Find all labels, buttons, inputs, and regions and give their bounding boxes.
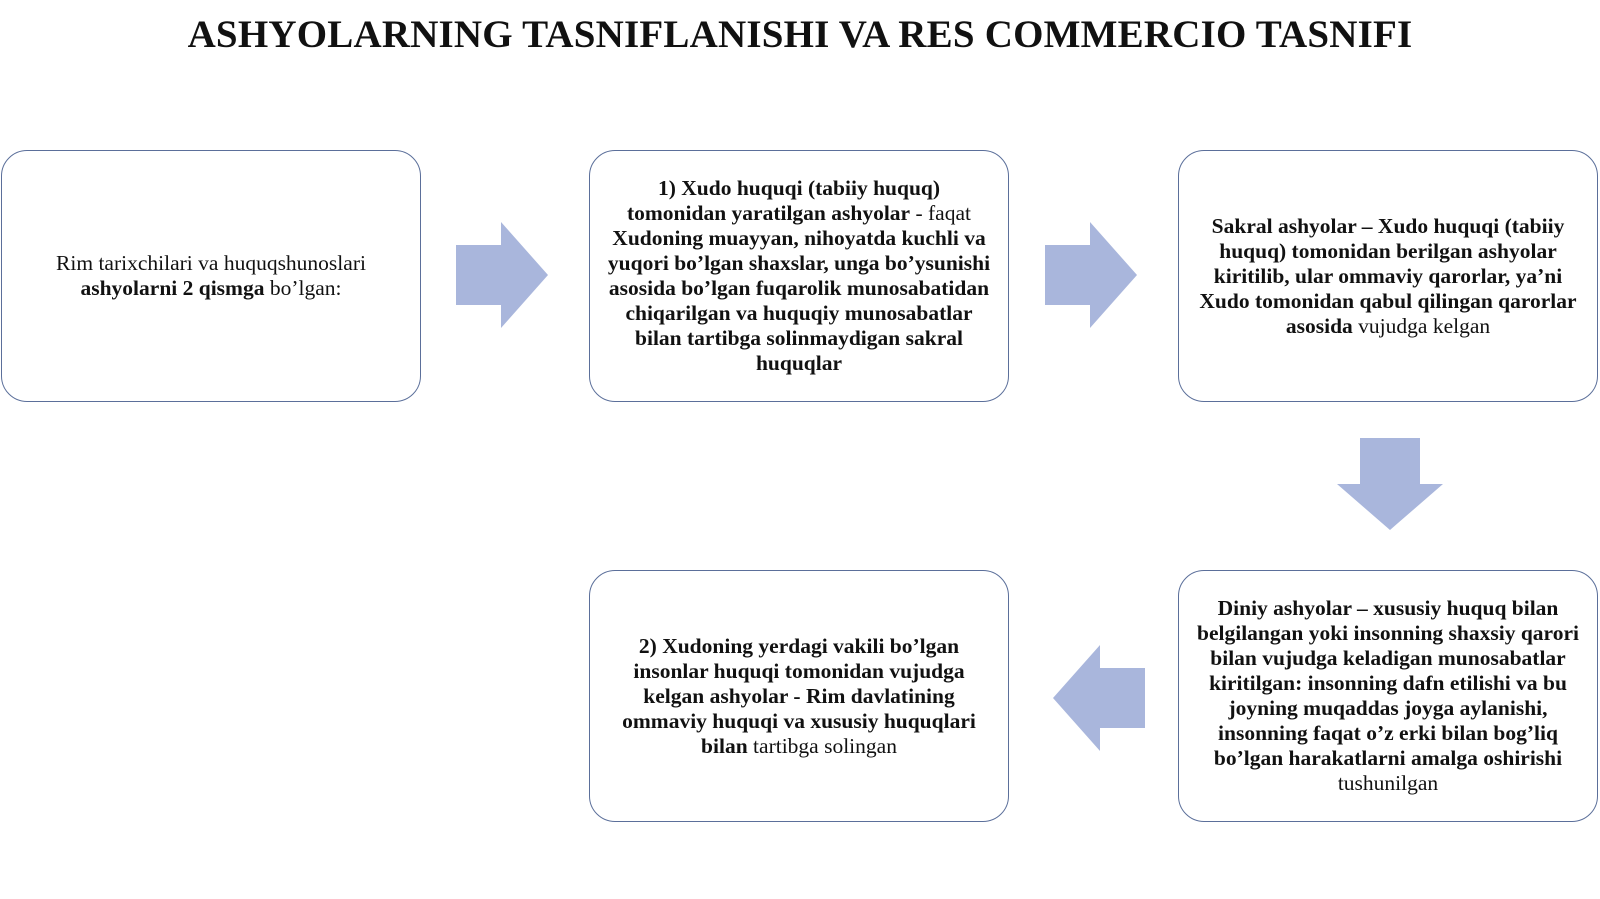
arrow-right-icon <box>1045 222 1137 328</box>
divine-law-text-part: - faqat <box>910 201 971 225</box>
religious-things-box <box>1178 570 1598 822</box>
religious-things-text <box>1195 596 1581 796</box>
sacral-things-text <box>1195 214 1581 339</box>
religious-things-text-part: tushunilgan <box>1337 771 1439 795</box>
human-law-text-part: tartibga solingan <box>747 733 897 758</box>
religious-things-text-bold: Diniy ashyolar – xususiy huquq bilan belgilangan yoki insonning shaxsiy qarori bilan vujudga keladigan munosabatlar kiritilgan: insonning dafn etilishi va bu joyning muqaddas joyga aylanishi, insonning faqat o’z erki bilan bog’liq bo’lgan harakatlarni amalga oshirishi <box>1197 596 1579 770</box>
divine-law-text <box>606 176 992 376</box>
arrow-right-icon <box>456 222 548 328</box>
sacral-things-box <box>1178 150 1598 402</box>
human-law-box <box>589 570 1009 822</box>
arrow-left-icon <box>1053 645 1145 751</box>
intro-box <box>1 150 421 402</box>
sacral-things-text-bold: Sakral ashyolar – Xudo huquqi (tabiiy huquq) tomonidan berilgan ashyolar kiritilib, ular ommaviy qarorlar, ya’ni Xudo tomonidan qabul qilingan qarorlar asosida <box>1199 213 1577 338</box>
divine-law-heading: 1) Xudo huquqi (tabiiy huquq) tomonidan yaratilgan ashyolar <box>626 176 941 225</box>
human-law-text <box>606 634 992 759</box>
intro-text-part: bo’lgan: <box>264 276 342 300</box>
arrow-down-icon <box>1337 438 1443 530</box>
sacral-things-text-part: vujudga kelgan <box>1352 313 1491 338</box>
divine-law-box <box>589 150 1009 402</box>
divine-law-text-bold: Xudoning muayyan, nihoyatda kuchli va yuqori bo’lgan shaxslar, unga bo’ysunishi asosida bo’lgan fuqarolik munosabatidan chiqarilgan va huquqiy munosabatlar bilan tartibga solinmaydigan sakral huquqlar <box>607 226 991 375</box>
intro-text <box>18 251 404 301</box>
page-title: ASHYOLARNING TASNIFLANISHI VA RES COMMERCIO TASNIFI <box>187 13 1413 56</box>
intro-text-part: Rim tarixchilari va huquqshunoslari <box>56 251 366 275</box>
human-law-text-bold: 2) Xudoning yerdagi vakili bo’lgan insonlar huquqi tomonidan vujudga kelgan ashyolar - Rim davlatining ommaviy huquqi va xususiy huquqlari bilan <box>622 633 976 758</box>
intro-text-bold: ashyolarni 2 qismga <box>80 276 265 300</box>
